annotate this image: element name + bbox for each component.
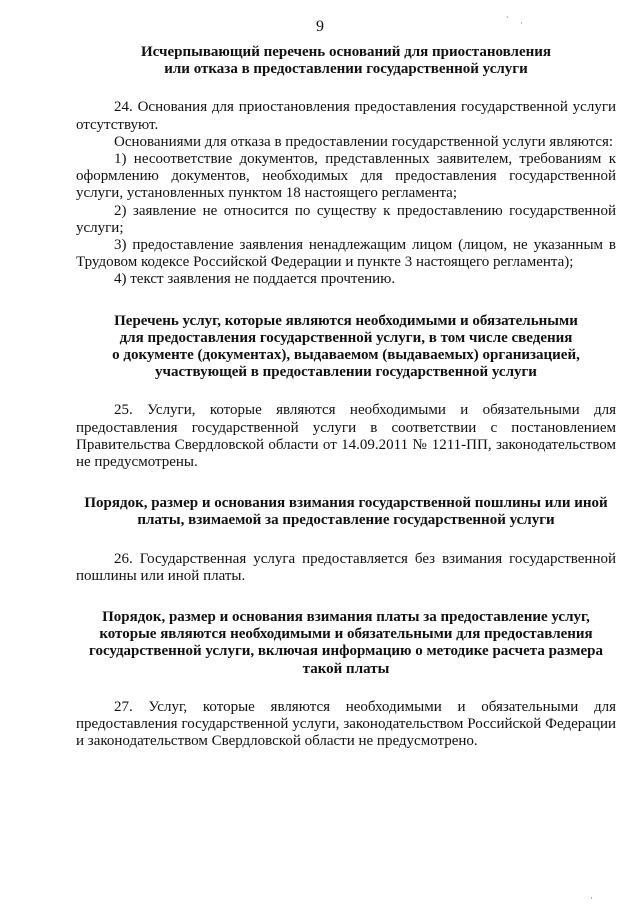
heading-line: Порядок, размер и основания взимания государственной пошлины или иной [84,495,608,512]
section-heading-grounds-refusal [76,44,616,78]
heading-line: или отказа в предоставлении государственной услуги [164,61,528,78]
paragraph-26: 26. Государственная услуга предоставляется без взимания государственной пошлины или иной платы. [76,550,616,584]
heading-line: о документе (документах), выдаваемом (выдаваемых) организацией, [112,347,580,364]
document-body [76,44,616,751]
list-item-1: 1) несоответствие документов, представленных заявителем, требованиям к оформлению документов, необходимых для предоставления государственной услуги, установленных пунктом 18 настоящего регламента; [76,151,616,202]
page-number: 9 [316,18,324,35]
heading-line: для предоставления государственной услуги, в том числе сведения [119,329,573,346]
list-item-2: 2) заявление не относится по существу к предоставлению государственной услуги; [76,202,616,236]
list-item-3: 3) предоставление заявления ненадлежащим лицом (лицом, не указанным в Трудовом кодексе Российской Федерации и пункте 3 настоящего регламента); [76,237,616,271]
scan-mark: ˎ [506,8,509,18]
heading-line: такой платы [302,660,390,677]
paragraph-24: 24. Основания для приостановления предоставления государственной услуги отсутствуют. [76,99,616,133]
section-heading-service-fees [76,609,616,678]
heading-line: государственной услуги, включая информацию о методике расчета размера [89,643,603,660]
paragraph-27: 27. Услуг, которые являются необходимыми и обязательными для предоставления государственной услуги, законодательством Российской Федерации и законодательством Свердловской области не предусмотрено. [76,698,616,750]
scan-mark: · [520,18,523,28]
heading-line: платы, взимаемой за предоставление государственной услуги [137,512,555,529]
paragraph-25: 25. Услуги, которые являются необходимыми и обязательными для предоставления государственной услуги в соответствии с постановлением Правительства Свердловской области от 14.09.2011 № 1211-ПП, законодательством не предусмотрены. [76,402,616,471]
heading-line: участвующей в предоставлении государственной услуги [155,364,537,381]
heading-line: Порядок, размер и основания взимания платы за предоставление услуг, [102,609,590,626]
section-heading-required-services [76,313,616,382]
heading-line: Исчерпывающий перечень оснований для приостановления [140,44,552,60]
section-heading-state-fee [76,495,616,529]
heading-line: Перечень услуг, которые являются необходимыми и обязательными [114,312,578,329]
list-item-4: 4) текст заявления не поддается прочтению. [114,271,396,288]
scan-mark: · [590,893,593,903]
paragraph-refusal-intro: Основаниями для отказа в предоставлении государственной услуги являются: [114,133,614,150]
heading-line: которые являются необходимыми и обязательными для предоставления [99,626,593,643]
